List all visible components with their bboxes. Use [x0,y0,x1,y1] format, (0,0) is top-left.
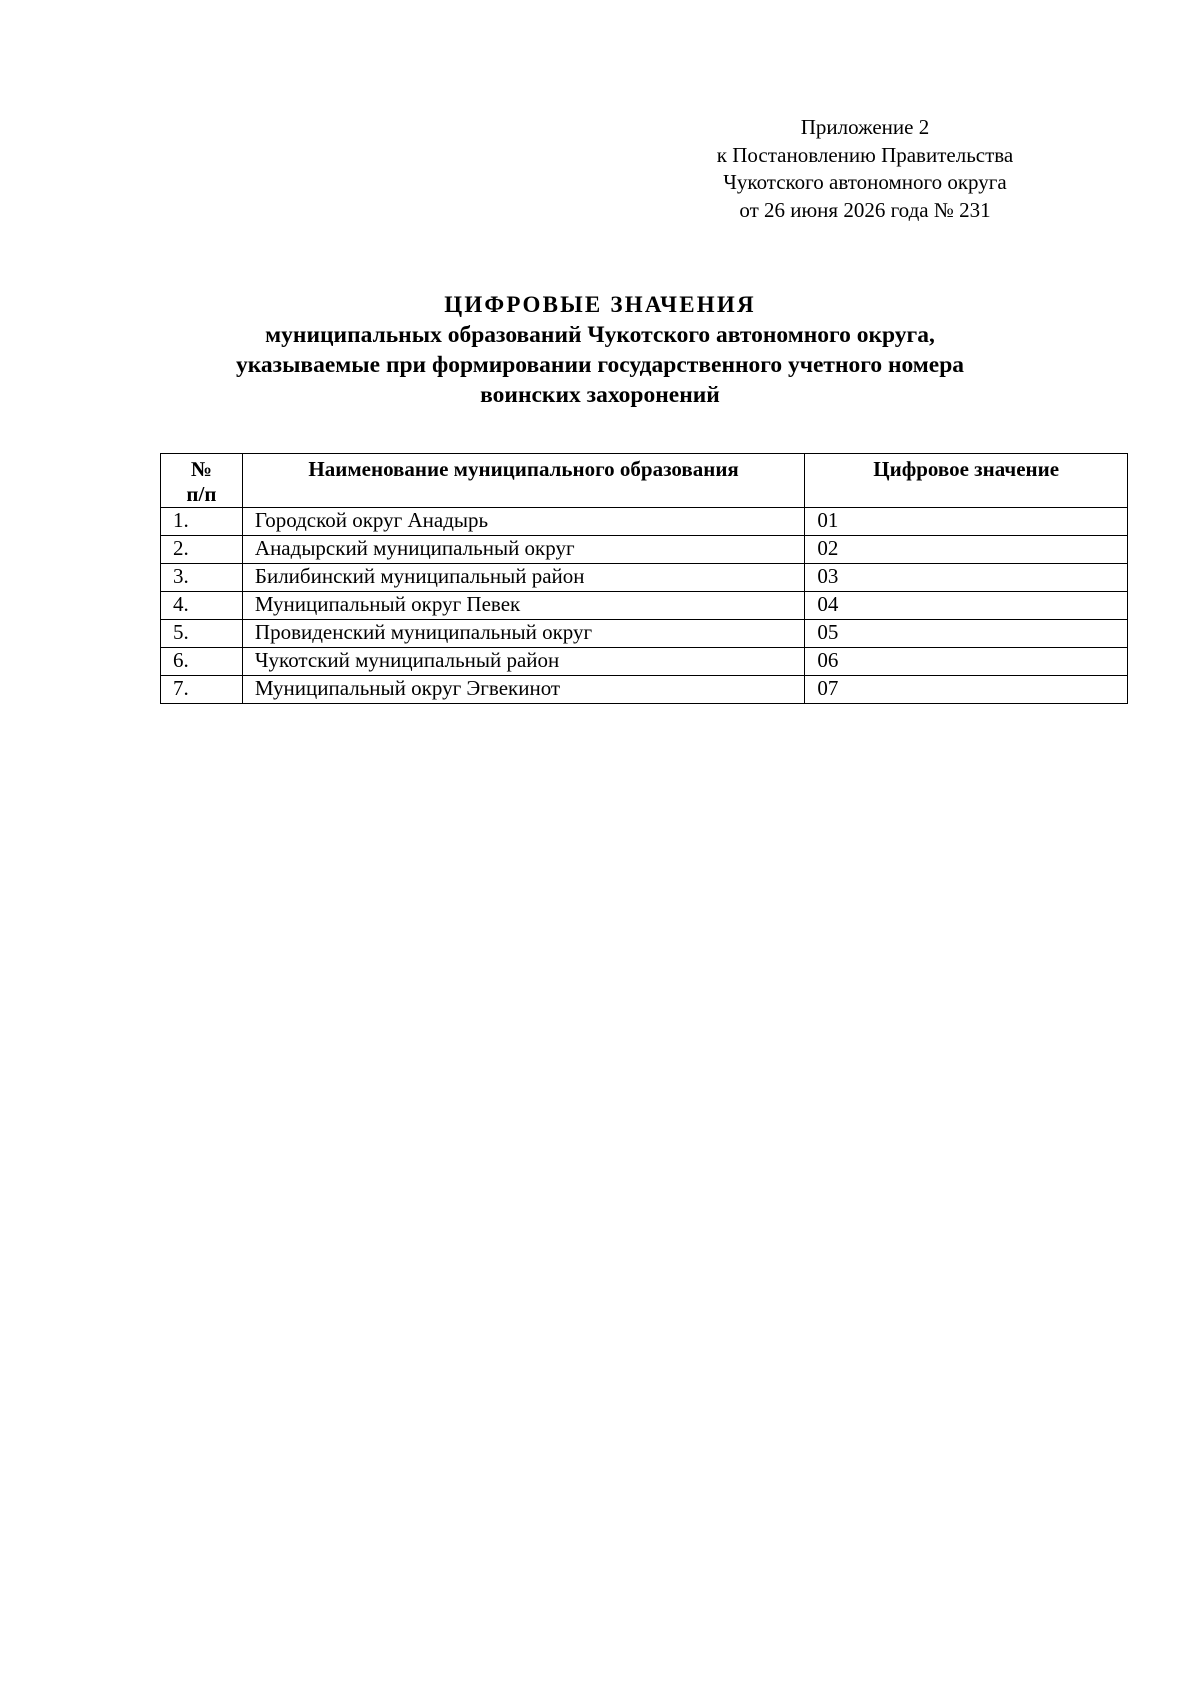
appendix-reference: к Постановлению Правительства [716,142,1014,167]
row-code: 04 [805,592,1128,620]
appendix-block [690,114,1040,224]
header-name: Наименование муниципального образования [242,454,804,508]
row-number: 2. [161,536,243,564]
row-number: 6. [161,648,243,676]
document-subtitle-line-2: указываемые при формировании государственного учетного номера [235,352,965,378]
row-name: Билибинский муниципальный район [242,564,804,592]
row-number: 3. [161,564,243,592]
row-name: Городской округ Анадырь [242,508,804,536]
table-row [161,592,1128,620]
document-title: ЦИФРОВЫЕ ЗНАЧЕНИЯ [444,292,756,317]
table-header-row [161,454,1128,508]
row-number: 7. [161,676,243,704]
document-heading [150,290,1050,410]
table-row [161,620,1128,648]
municipal-codes-table [160,453,1128,704]
row-code: 02 [805,536,1128,564]
row-code: 05 [805,620,1128,648]
document-subtitle-line-1: муниципальных образований Чукотского автономного округа, [265,322,935,348]
header-number-abbrev: п/п [186,482,217,506]
row-name: Муниципальный округ Эгвекинот [242,676,804,704]
row-number: 5. [161,620,243,648]
row-code: 07 [805,676,1128,704]
row-number: 1. [161,508,243,536]
header-number [161,454,243,508]
row-code: 03 [805,564,1128,592]
row-name: Провиденский муниципальный округ [242,620,804,648]
appendix-date: от 26 июня 2026 года № 231 [739,197,991,222]
row-name: Муниципальный округ Певек [242,592,804,620]
row-name: Анадырский муниципальный округ [242,536,804,564]
table-row [161,648,1128,676]
table-row [161,536,1128,564]
table-row [161,508,1128,536]
row-code: 01 [805,508,1128,536]
table-row [161,564,1128,592]
header-number-symbol: № [190,457,212,481]
appendix-number: Приложение 2 [800,115,930,139]
header-code: Цифровое значение [805,454,1128,508]
appendix-region: Чукотского автономного округа [723,170,1007,194]
table-row [161,676,1128,704]
row-number: 4. [161,592,243,620]
document-subtitle-line-3: воинских захоронений [480,382,720,408]
row-code: 06 [805,648,1128,676]
row-name: Чукотский муниципальный район [242,648,804,676]
